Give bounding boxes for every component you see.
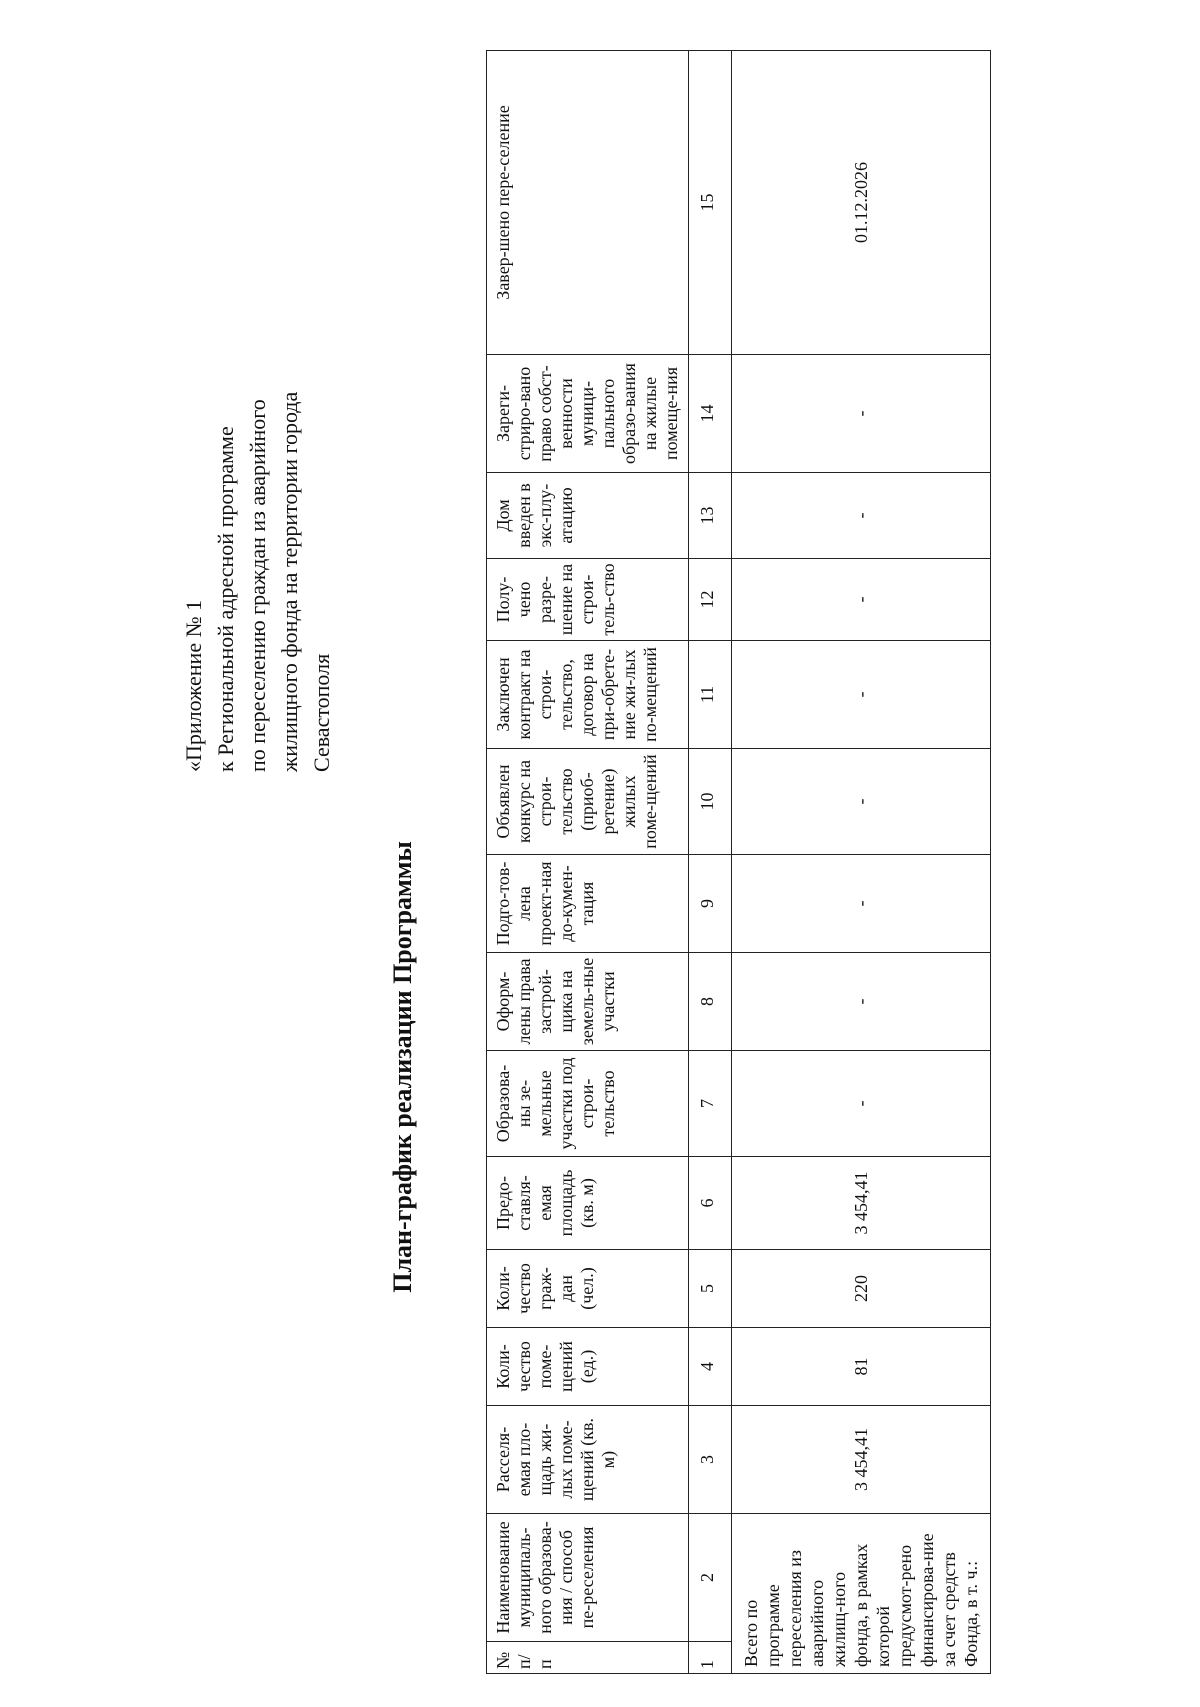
total-row — [732, 51, 991, 1674]
column-header: Расселя-емая пло-щадь жи-лых поме-щений (кв. м) — [487, 1406, 689, 1514]
total-label: Всего по программе переселения из аварийного жилищ-ного фонда, в рамках которой предусмот-рено финансирова-ние за счет средств Фонда, в т. ч.: — [732, 1514, 991, 1674]
column-header: Дом введен в экс-плу-атацию — [487, 473, 689, 559]
column-header: Наименование муниципаль-ного образова-ния / способ пе-реселения — [487, 1514, 689, 1642]
column-number-row — [689, 51, 732, 1674]
appendix-line: «Приложение № 1 — [181, 599, 206, 772]
appendix-line: к Региональной адресной программе — [213, 426, 238, 772]
column-header: Предо-ставля-емая площадь (кв. м) — [487, 1157, 689, 1250]
column-number: 5 — [689, 1250, 732, 1328]
column-number: 1 — [689, 1642, 732, 1674]
column-number: 7 — [689, 1051, 732, 1157]
column-header: № п/п — [487, 1642, 689, 1674]
column-number: 4 — [689, 1328, 732, 1406]
total-ownership: - — [732, 355, 991, 473]
page-title: План-график реализации Программы — [388, 841, 417, 1293]
column-number: 10 — [689, 749, 732, 855]
column-number: 8 — [689, 953, 732, 1051]
column-header: Оформ-лены права застрой-щика на земель-ные участки — [487, 953, 689, 1051]
appendix-header — [178, 152, 338, 772]
schedule-table — [486, 50, 991, 1674]
column-number: 15 — [689, 51, 732, 355]
column-header: Образова-ны зе-мельные участки под строи-тельство — [487, 1051, 689, 1157]
appendix-line: жилищного фонда на территории города — [277, 391, 302, 772]
column-header: Коли-чество поме-щений (ед.) — [487, 1328, 689, 1406]
total-citizens: 220 — [732, 1250, 991, 1328]
total-land-formed: - — [732, 1051, 991, 1157]
column-header: Заключен контракт на строи-тельство, договор на при-обрете-ние жи-лых по-мещений — [487, 641, 689, 749]
column-number: 9 — [689, 855, 732, 953]
appendix-line: Севастополя — [309, 653, 334, 772]
total-commissioned: - — [732, 473, 991, 559]
column-header: Зареги-стриро-вано право собст-венности муници-пального образо-вания на жилые помеще-ния — [487, 355, 689, 473]
column-number: 3 — [689, 1406, 732, 1514]
column-header: Завер-шено пере-селение — [487, 51, 689, 355]
column-number: 11 — [689, 641, 732, 749]
total-project-docs: - — [732, 855, 991, 953]
column-header: Коли-чество граж-дан (чел.) — [487, 1250, 689, 1328]
appendix-line: по переселению граждан из аварийного — [245, 399, 270, 772]
column-number: 12 — [689, 559, 732, 641]
column-number: 14 — [689, 355, 732, 473]
total-permit: - — [732, 559, 991, 641]
total-contract: - — [732, 641, 991, 749]
total-land-rights: - — [732, 953, 991, 1051]
column-header: Подго-тов-лена проект-ная до-кумен-тация — [487, 855, 689, 953]
total-area-provided: 3 454,41 — [732, 1157, 991, 1250]
total-area-resettled: 3 454,41 — [732, 1406, 991, 1514]
total-rooms: 81 — [732, 1328, 991, 1406]
total-completed-date: 01.12.2026 — [732, 51, 991, 355]
column-number: 13 — [689, 473, 732, 559]
column-number: 6 — [689, 1157, 732, 1250]
column-header: Полу-чено разре-шение на строи-тель-ство — [487, 559, 689, 641]
table-header-row — [487, 51, 689, 1674]
total-tender: - — [732, 749, 991, 855]
column-number: 2 — [689, 1514, 732, 1642]
column-header: Объявлен конкурс на строи-тельство (приоб-ретение) жилых поме-щений — [487, 749, 689, 855]
